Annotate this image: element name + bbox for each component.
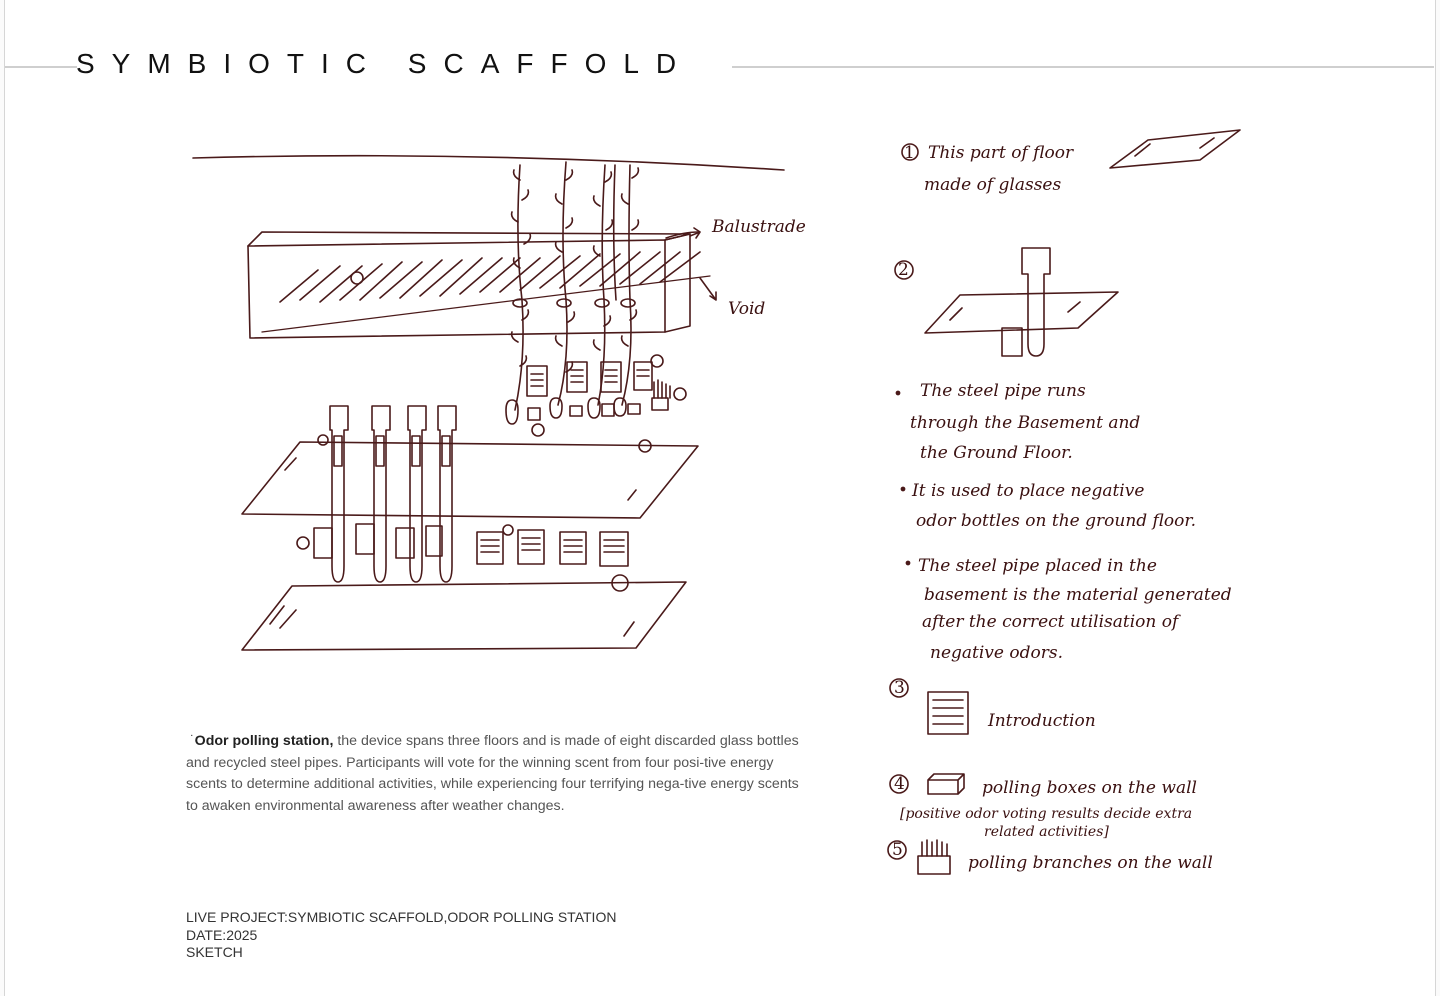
bullet1-line1: The steel pipe runs — [920, 381, 1086, 401]
note-marker-5: 5 — [892, 840, 903, 860]
note5-label: polling branches on the wall — [968, 853, 1213, 873]
bullet1-line3: the Ground Floor. — [920, 443, 1073, 463]
note1-line1: This part of floor — [928, 143, 1074, 163]
footer-type: SKETCH — [186, 944, 243, 960]
note4-sub1: [positive odor voting results decide extra — [900, 806, 1193, 822]
description-paragraph: ˙Odor polling station, the device spans three floors and is made of eight discarded glass bottles and recycled steel pipes. Participants will vote for the winning scent from four posi-tive energy scents to determine additional activities, while experiencing four terrifying nega-tive energy scents to awaken environmental awareness after weather changes. — [186, 733, 799, 814]
footer-date: DATE:2025 — [186, 926, 258, 943]
marker-5-top — [351, 272, 363, 284]
note3-label: Introduction — [988, 711, 1096, 731]
description-lead: Odor polling station, — [194, 733, 334, 749]
bullet3-line1: The steel pipe placed in the — [918, 556, 1157, 576]
ground-floor-plane — [242, 440, 698, 518]
page-title: SYMBIOTIC SCAFFOLD — [76, 48, 694, 79]
polling-boards-ground — [477, 525, 628, 566]
bullet3-line2: basement is the material generated — [924, 585, 1232, 605]
basement-plane — [242, 575, 686, 650]
note4-label: polling boxes on the wall — [982, 778, 1197, 798]
description-body: the device spans three floors and is made of eight discarded glass bottles and recycled steel pipes. Participants will vote for the winning scent from four posi-tive energy scents to determine additional activities, while experiencing four terrifying nega-tive energy scents to awaken environmental awareness after weather changes. — [186, 733, 799, 814]
bullet1-line2: through the Basement and — [910, 413, 1141, 433]
footer-project: LIVE PROJECT:SYMBIOTIC SCAFFOLD,ODOR POLLING STATION — [186, 909, 617, 925]
footer-meta — [186, 909, 616, 962]
note-marker-2: 2 — [898, 260, 909, 280]
note-marker-3: 3 — [894, 678, 905, 698]
climbing-vines — [512, 162, 639, 410]
ceiling-line — [193, 156, 784, 170]
note-marker-4: 4 — [894, 774, 905, 794]
note4-sub2: related activities] — [984, 824, 1109, 840]
void-hatch — [262, 252, 716, 332]
label-void: Void — [728, 299, 766, 319]
note2-pipe-diagram — [895, 248, 1118, 356]
label-balustrade: Balustrade — [712, 217, 806, 237]
note-marker-1: 1 — [904, 143, 915, 163]
bullet3-line3: after the correct utilisation of — [922, 612, 1179, 632]
steel-pipes-with-bottles — [297, 406, 456, 582]
bullet2-line1: It is used to place negative — [912, 481, 1145, 501]
intro-boards-upper — [527, 362, 652, 396]
bullet2-line2: odor bottles on the ground floor. — [916, 511, 1197, 531]
note1-line2: made of glasses — [924, 175, 1062, 195]
bullet3-line4: negative odors. — [930, 643, 1063, 663]
